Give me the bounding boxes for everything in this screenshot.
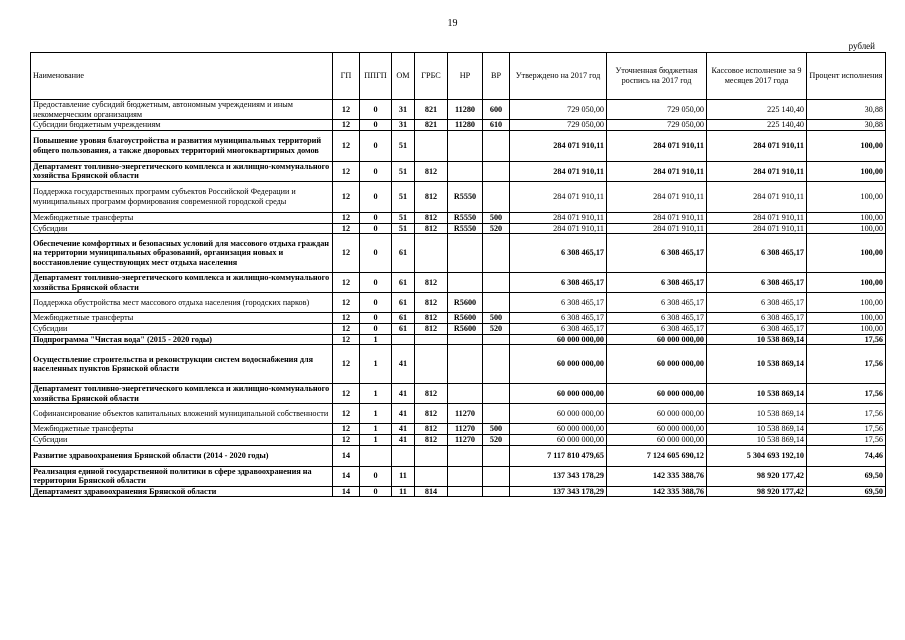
row-grbs: 812 — [415, 323, 448, 334]
row-refined: 6 308 465,17 — [607, 234, 707, 273]
row-percent: 100,00 — [807, 293, 886, 313]
units-label: рублей — [848, 41, 875, 51]
row-gp: 12 — [333, 181, 360, 212]
row-vr: 600 — [483, 100, 510, 120]
row-approved: 729 050,00 — [510, 120, 607, 131]
row-approved: 284 071 910,11 — [510, 181, 607, 212]
row-vr: 520 — [483, 323, 510, 334]
row-om: 61 — [392, 313, 415, 324]
row-nr: 11270 — [448, 434, 483, 445]
row-approved: 6 308 465,17 — [510, 313, 607, 324]
row-ppgp: 0 — [360, 212, 392, 223]
row-ppgp: 0 — [360, 486, 392, 497]
row-executed: 98 920 177,42 — [707, 466, 807, 486]
row-gp: 14 — [333, 445, 360, 466]
row-gp: 12 — [333, 313, 360, 324]
row-refined: 60 000 000,00 — [607, 424, 707, 435]
table-row — [31, 313, 886, 324]
row-grbs: 814 — [415, 486, 448, 497]
row-nr: R5600 — [448, 313, 483, 324]
row-name: Межбюджетные трансферты — [31, 424, 333, 435]
row-percent: 30,88 — [807, 100, 886, 120]
row-om: 51 — [392, 223, 415, 234]
header-om: ОМ — [392, 53, 415, 100]
row-om: 31 — [392, 100, 415, 120]
row-approved: 60 000 000,00 — [510, 345, 607, 384]
row-refined: 60 000 000,00 — [607, 434, 707, 445]
table-row — [31, 434, 886, 445]
row-vr — [483, 445, 510, 466]
row-name: Департамент топливно-энергетического комплекса и жилищно-коммунального хозяйства Брянской области — [31, 384, 333, 404]
row-gp: 12 — [333, 130, 360, 161]
row-vr — [483, 234, 510, 273]
row-om: 51 — [392, 161, 415, 181]
row-nr: 11280 — [448, 120, 483, 131]
row-percent: 100,00 — [807, 323, 886, 334]
table-row — [31, 273, 886, 293]
row-grbs: 812 — [415, 434, 448, 445]
row-gp: 14 — [333, 486, 360, 497]
row-percent: 100,00 — [807, 234, 886, 273]
table-row — [31, 466, 886, 486]
row-refined: 284 071 910,11 — [607, 130, 707, 161]
row-approved: 6 308 465,17 — [510, 273, 607, 293]
row-executed: 10 538 869,14 — [707, 384, 807, 404]
row-grbs: 812 — [415, 293, 448, 313]
row-om: 51 — [392, 212, 415, 223]
header-grbs: ГРБС — [415, 53, 448, 100]
row-name: Поддержка обустройства мест массового отдыха населения (городских парков) — [31, 293, 333, 313]
row-percent: 17,56 — [807, 334, 886, 345]
row-nr: R5600 — [448, 323, 483, 334]
table-row — [31, 100, 886, 120]
table-row — [31, 120, 886, 131]
row-nr: R5550 — [448, 212, 483, 223]
row-approved: 6 308 465,17 — [510, 323, 607, 334]
row-executed: 98 920 177,42 — [707, 486, 807, 497]
row-ppgp: 0 — [360, 161, 392, 181]
row-nr — [448, 486, 483, 497]
row-executed: 284 071 910,11 — [707, 161, 807, 181]
row-approved: 60 000 000,00 — [510, 384, 607, 404]
row-grbs: 812 — [415, 223, 448, 234]
row-grbs: 821 — [415, 120, 448, 131]
row-executed: 10 538 869,14 — [707, 334, 807, 345]
row-grbs: 821 — [415, 100, 448, 120]
header-executed: Кассовое исполнение за 9 месяцев 2017 года — [707, 53, 807, 100]
table-header-row — [31, 53, 886, 100]
header-nr: НР — [448, 53, 483, 100]
row-executed: 6 308 465,17 — [707, 323, 807, 334]
row-grbs: 812 — [415, 273, 448, 293]
table-row — [31, 130, 886, 161]
row-gp: 12 — [333, 161, 360, 181]
row-nr: 11270 — [448, 404, 483, 424]
row-percent: 69,50 — [807, 466, 886, 486]
table-row — [31, 445, 886, 466]
table-row — [31, 234, 886, 273]
row-vr: 500 — [483, 313, 510, 324]
row-om: 61 — [392, 323, 415, 334]
row-nr — [448, 334, 483, 345]
row-vr — [483, 161, 510, 181]
table-row — [31, 424, 886, 435]
row-percent: 100,00 — [807, 181, 886, 212]
table-row — [31, 486, 886, 497]
row-name: Субсидии — [31, 434, 333, 445]
header-refined: Уточненная бюджетная роспись на 2017 год — [607, 53, 707, 100]
row-executed: 6 308 465,17 — [707, 293, 807, 313]
row-om: 51 — [392, 130, 415, 161]
row-name: Повышение уровня благоустройства и развития муниципальных территорий общего пользования, а также дворовых территорий многоквартирных домов — [31, 130, 333, 161]
row-percent: 17,56 — [807, 384, 886, 404]
row-refined: 60 000 000,00 — [607, 384, 707, 404]
row-approved: 60 000 000,00 — [510, 334, 607, 345]
row-om: 41 — [392, 434, 415, 445]
row-approved: 6 308 465,17 — [510, 234, 607, 273]
row-grbs: 812 — [415, 161, 448, 181]
row-vr — [483, 404, 510, 424]
row-nr — [448, 445, 483, 466]
row-ppgp: 1 — [360, 384, 392, 404]
header-ppgp: ППГП — [360, 53, 392, 100]
row-executed: 284 071 910,11 — [707, 212, 807, 223]
row-executed: 6 308 465,17 — [707, 313, 807, 324]
row-executed: 284 071 910,11 — [707, 130, 807, 161]
row-name: Субсидии — [31, 323, 333, 334]
row-ppgp: 0 — [360, 234, 392, 273]
row-vr — [483, 334, 510, 345]
row-gp: 12 — [333, 273, 360, 293]
row-vr — [483, 293, 510, 313]
row-name: Обеспечение комфортных и безопасных условий для массового отдыха граждан на территории муниципальных образований, организация новых и восстановление существующих мест отдыха населения — [31, 234, 333, 273]
row-nr — [448, 345, 483, 384]
row-percent: 100,00 — [807, 212, 886, 223]
row-vr — [483, 466, 510, 486]
row-om: 41 — [392, 404, 415, 424]
row-ppgp: 0 — [360, 100, 392, 120]
row-nr: 11270 — [448, 424, 483, 435]
row-ppgp: 1 — [360, 404, 392, 424]
row-om — [392, 445, 415, 466]
row-grbs: 812 — [415, 181, 448, 212]
row-grbs — [415, 466, 448, 486]
table-row — [31, 345, 886, 384]
row-executed: 10 538 869,14 — [707, 424, 807, 435]
row-executed: 5 304 693 192,10 — [707, 445, 807, 466]
row-approved: 284 071 910,11 — [510, 212, 607, 223]
row-executed: 6 308 465,17 — [707, 273, 807, 293]
row-vr — [483, 181, 510, 212]
row-grbs: 812 — [415, 384, 448, 404]
header-percent: Процент исполнения — [807, 53, 886, 100]
row-refined: 6 308 465,17 — [607, 293, 707, 313]
row-om: 41 — [392, 424, 415, 435]
row-executed: 225 140,40 — [707, 120, 807, 131]
row-ppgp: 0 — [360, 466, 392, 486]
table-row — [31, 212, 886, 223]
budget-table — [30, 52, 886, 497]
row-approved: 137 343 178,29 — [510, 466, 607, 486]
row-refined: 729 050,00 — [607, 120, 707, 131]
row-percent: 74,46 — [807, 445, 886, 466]
row-gp: 12 — [333, 434, 360, 445]
row-ppgp: 0 — [360, 273, 392, 293]
row-nr: R5600 — [448, 293, 483, 313]
row-approved: 284 071 910,11 — [510, 130, 607, 161]
row-name: Софинансирование объектов капитальных вложений муниципальной собственности — [31, 404, 333, 424]
row-executed: 10 538 869,14 — [707, 434, 807, 445]
row-executed: 10 538 869,14 — [707, 404, 807, 424]
row-gp: 12 — [333, 384, 360, 404]
row-gp: 12 — [333, 424, 360, 435]
row-executed: 225 140,40 — [707, 100, 807, 120]
row-name: Субсидии — [31, 223, 333, 234]
row-name: Департамент топливно-энергетического комплекса и жилищно-коммунального хозяйства Брянской области — [31, 273, 333, 293]
row-nr: 11280 — [448, 100, 483, 120]
row-vr — [483, 273, 510, 293]
row-grbs: 812 — [415, 313, 448, 324]
row-percent: 100,00 — [807, 161, 886, 181]
row-name: Департамент топливно-энергетического комплекса и жилищно-коммунального хозяйства Брянской области — [31, 161, 333, 181]
row-name: Межбюджетные трансферты — [31, 212, 333, 223]
row-refined: 6 308 465,17 — [607, 273, 707, 293]
row-om: 41 — [392, 345, 415, 384]
row-nr — [448, 161, 483, 181]
row-grbs: 812 — [415, 424, 448, 435]
row-percent: 100,00 — [807, 313, 886, 324]
row-nr: R5550 — [448, 223, 483, 234]
row-grbs — [415, 334, 448, 345]
row-nr — [448, 466, 483, 486]
header-name: Наименование — [31, 53, 333, 100]
row-approved: 284 071 910,11 — [510, 161, 607, 181]
row-percent: 30,88 — [807, 120, 886, 131]
table-row — [31, 161, 886, 181]
row-percent: 17,56 — [807, 404, 886, 424]
table-row — [31, 404, 886, 424]
row-ppgp: 1 — [360, 434, 392, 445]
row-refined: 60 000 000,00 — [607, 345, 707, 384]
row-name: Развитие здравоохранения Брянской области (2014 - 2020 годы) — [31, 445, 333, 466]
row-refined: 284 071 910,11 — [607, 223, 707, 234]
row-nr — [448, 384, 483, 404]
row-refined: 6 308 465,17 — [607, 313, 707, 324]
table-row — [31, 223, 886, 234]
row-om: 61 — [392, 273, 415, 293]
row-approved: 7 117 810 479,65 — [510, 445, 607, 466]
row-approved: 60 000 000,00 — [510, 404, 607, 424]
row-nr — [448, 234, 483, 273]
table-row — [31, 323, 886, 334]
row-refined: 6 308 465,17 — [607, 323, 707, 334]
row-refined: 60 000 000,00 — [607, 334, 707, 345]
row-approved: 6 308 465,17 — [510, 293, 607, 313]
row-name: Департамент здравоохранения Брянской области — [31, 486, 333, 497]
row-approved: 284 071 910,11 — [510, 223, 607, 234]
row-ppgp: 0 — [360, 293, 392, 313]
row-approved: 729 050,00 — [510, 100, 607, 120]
row-vr — [483, 130, 510, 161]
row-vr — [483, 486, 510, 497]
row-grbs — [415, 234, 448, 273]
row-ppgp: 0 — [360, 120, 392, 131]
row-ppgp: 0 — [360, 313, 392, 324]
row-refined: 142 335 388,76 — [607, 466, 707, 486]
row-nr — [448, 273, 483, 293]
row-grbs — [415, 345, 448, 384]
row-om: 61 — [392, 293, 415, 313]
row-om: 31 — [392, 120, 415, 131]
row-ppgp: 1 — [360, 424, 392, 435]
row-nr: R5550 — [448, 181, 483, 212]
row-vr: 520 — [483, 434, 510, 445]
header-vr: ВР — [483, 53, 510, 100]
row-name: Подпрограмма "Чистая вода" (2015 - 2020 годы) — [31, 334, 333, 345]
row-om — [392, 334, 415, 345]
row-executed: 6 308 465,17 — [707, 234, 807, 273]
row-gp: 12 — [333, 404, 360, 424]
row-vr: 500 — [483, 424, 510, 435]
row-name: Поддержка государственных программ субъектов Российской Федерации и муниципальных программ формирования современной городской среды — [31, 181, 333, 212]
row-ppgp — [360, 445, 392, 466]
row-percent: 17,56 — [807, 424, 886, 435]
row-executed: 284 071 910,11 — [707, 181, 807, 212]
row-vr: 500 — [483, 212, 510, 223]
row-gp: 12 — [333, 100, 360, 120]
row-executed: 10 538 869,14 — [707, 345, 807, 384]
row-refined: 7 124 605 690,12 — [607, 445, 707, 466]
row-percent: 17,56 — [807, 434, 886, 445]
row-approved: 60 000 000,00 — [510, 434, 607, 445]
row-gp: 12 — [333, 120, 360, 131]
row-refined: 60 000 000,00 — [607, 404, 707, 424]
row-nr — [448, 130, 483, 161]
row-refined: 729 050,00 — [607, 100, 707, 120]
row-grbs: 812 — [415, 404, 448, 424]
row-executed: 284 071 910,11 — [707, 223, 807, 234]
row-refined: 142 335 388,76 — [607, 486, 707, 497]
row-gp: 12 — [333, 323, 360, 334]
row-ppgp: 0 — [360, 130, 392, 161]
row-name: Межбюджетные трансферты — [31, 313, 333, 324]
row-ppgp: 0 — [360, 223, 392, 234]
row-om: 11 — [392, 486, 415, 497]
row-percent: 100,00 — [807, 223, 886, 234]
row-approved: 137 343 178,29 — [510, 486, 607, 497]
row-om: 11 — [392, 466, 415, 486]
row-ppgp: 0 — [360, 323, 392, 334]
table-row — [31, 181, 886, 212]
row-gp: 12 — [333, 212, 360, 223]
row-grbs: 812 — [415, 212, 448, 223]
row-gp: 12 — [333, 293, 360, 313]
row-refined: 284 071 910,11 — [607, 212, 707, 223]
row-percent: 100,00 — [807, 130, 886, 161]
row-gp: 12 — [333, 234, 360, 273]
row-gp: 14 — [333, 466, 360, 486]
row-gp: 12 — [333, 345, 360, 384]
row-name: Субсидии бюджетным учреждениям — [31, 120, 333, 131]
row-percent: 69,50 — [807, 486, 886, 497]
row-refined: 284 071 910,11 — [607, 161, 707, 181]
row-ppgp: 0 — [360, 181, 392, 212]
row-ppgp: 1 — [360, 345, 392, 384]
row-om: 41 — [392, 384, 415, 404]
row-name: Предоставление субсидий бюджетным, автономным учреждениям и иным некоммерческим организациям — [31, 100, 333, 120]
page-number: 19 — [447, 18, 458, 29]
row-vr — [483, 384, 510, 404]
row-refined: 284 071 910,11 — [607, 181, 707, 212]
header-gp: ГП — [333, 53, 360, 100]
table-row — [31, 384, 886, 404]
row-name: Осуществление строительства и реконструкции систем водоснабжения для населенных пунктов Брянской области — [31, 345, 333, 384]
row-name: Реализация единой государственной политики в сфере здравоохранения на территории Брянской области — [31, 466, 333, 486]
table-row — [31, 334, 886, 345]
row-percent: 17,56 — [807, 345, 886, 384]
table-row — [31, 293, 886, 313]
row-ppgp: 1 — [360, 334, 392, 345]
row-om: 51 — [392, 181, 415, 212]
row-om: 61 — [392, 234, 415, 273]
header-approved: Утверждено на 2017 год — [510, 53, 607, 100]
row-approved: 60 000 000,00 — [510, 424, 607, 435]
row-percent: 100,00 — [807, 273, 886, 293]
row-vr: 610 — [483, 120, 510, 131]
row-gp: 12 — [333, 223, 360, 234]
row-grbs — [415, 130, 448, 161]
row-vr — [483, 345, 510, 384]
row-vr: 520 — [483, 223, 510, 234]
row-grbs — [415, 445, 448, 466]
row-gp: 12 — [333, 334, 360, 345]
